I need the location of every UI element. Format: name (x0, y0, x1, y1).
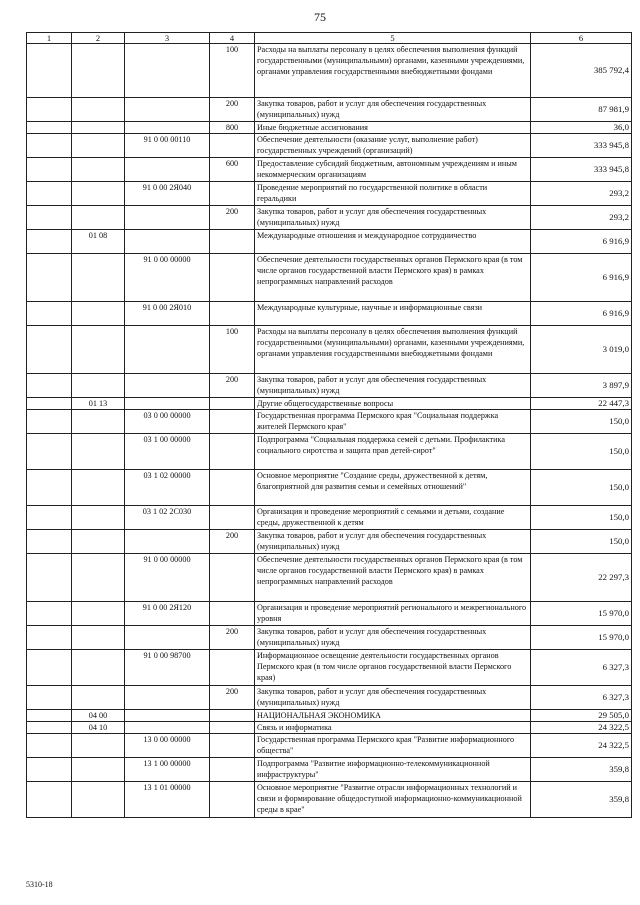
cell-name: Другие общегосударственные вопросы (255, 398, 531, 410)
cell-amount: 87 981,9 (531, 98, 632, 122)
cell-col-1 (27, 374, 72, 398)
cell-target-code (125, 158, 210, 182)
cell-col-1 (27, 302, 72, 326)
cell-expense-type: 200 (210, 374, 255, 398)
cell-col-1 (27, 44, 72, 98)
cell-col-1 (27, 506, 72, 530)
cell-section: 01 08 (72, 230, 125, 254)
cell-amount: 6 916,9 (531, 254, 632, 302)
cell-section (72, 122, 125, 134)
cell-target-code: 91 0 00 98700 (125, 650, 210, 686)
cell-col-1 (27, 410, 72, 434)
cell-section (72, 602, 125, 626)
cell-amount: 333 945,8 (531, 134, 632, 158)
cell-section (72, 506, 125, 530)
cell-amount: 3 019,0 (531, 326, 632, 374)
header-cell: 5 (255, 33, 531, 44)
cell-section (72, 326, 125, 374)
cell-amount: 24 322,5 (531, 722, 632, 734)
cell-expense-type (210, 758, 255, 782)
cell-section: 01 13 (72, 398, 125, 410)
cell-amount: 385 792,4 (531, 44, 632, 98)
cell-col-1 (27, 686, 72, 710)
cell-expense-type (210, 230, 255, 254)
cell-target-code: 03 1 02 2С030 (125, 506, 210, 530)
cell-target-code (125, 44, 210, 98)
cell-expense-type (210, 710, 255, 722)
cell-section: 04 00 (72, 710, 125, 722)
cell-col-1 (27, 734, 72, 758)
cell-target-code: 13 1 01 00000 (125, 782, 210, 818)
cell-section (72, 434, 125, 470)
cell-amount: 3 897,9 (531, 374, 632, 398)
cell-col-1 (27, 206, 72, 230)
cell-name: Подпрограмма "Развитие информационно-телекоммуникационной инфраструктуры" (255, 758, 531, 782)
cell-amount: 15 970,0 (531, 602, 632, 626)
cell-name: Основное мероприятие "Создание среды, дружественной к детям, благоприятной для развития семьи и семейных отношений" (255, 470, 531, 506)
table-row (27, 44, 632, 98)
cell-name: Подпрограмма "Социальная поддержка семей с детьми. Профилактика социального сиротства и защита прав детей-сирот" (255, 434, 531, 470)
cell-section (72, 758, 125, 782)
table-row (27, 98, 632, 122)
table-row (27, 182, 632, 206)
cell-target-code (125, 686, 210, 710)
cell-name: Проведение мероприятий по государственной политике в области геральдики (255, 182, 531, 206)
cell-target-code (125, 98, 210, 122)
cell-col-1 (27, 254, 72, 302)
cell-amount: 150,0 (531, 470, 632, 506)
header-cell: 4 (210, 33, 255, 44)
table-row (27, 782, 632, 818)
cell-target-code: 03 1 02 00000 (125, 470, 210, 506)
cell-amount: 36,0 (531, 122, 632, 134)
cell-name: Закупка товаров, работ и услуг для обеспечения государственных (муниципальных) нужд (255, 530, 531, 554)
cell-name: Связь и информатика (255, 722, 531, 734)
cell-expense-type: 100 (210, 326, 255, 374)
cell-section (72, 254, 125, 302)
cell-target-code: 91 0 00 00110 (125, 134, 210, 158)
table-row (27, 374, 632, 398)
cell-col-1 (27, 710, 72, 722)
table-row (27, 434, 632, 470)
cell-amount: 15 970,0 (531, 626, 632, 650)
cell-target-code: 13 1 00 00000 (125, 758, 210, 782)
cell-name: Обеспечение деятельности (оказание услуг, выполнение работ) государственных учреждений (организаций) (255, 134, 531, 158)
cell-name: Закупка товаров, работ и услуг для обеспечения государственных (муниципальных) нужд (255, 206, 531, 230)
table-row (27, 554, 632, 602)
cell-expense-type (210, 554, 255, 602)
cell-expense-type (210, 506, 255, 530)
cell-section (72, 134, 125, 158)
page-number: 75 (314, 10, 326, 24)
cell-amount: 22 297,3 (531, 554, 632, 602)
cell-name: Организация и проведение мероприятий регионального и межрегионального уровня (255, 602, 531, 626)
cell-name: Закупка товаров, работ и услуг для обеспечения государственных (муниципальных) нужд (255, 374, 531, 398)
cell-expense-type (210, 650, 255, 686)
cell-col-1 (27, 530, 72, 554)
table-row (27, 122, 632, 134)
cell-name: Иные бюджетные ассигнования (255, 122, 531, 134)
cell-target-code: 91 0 00 00000 (125, 254, 210, 302)
cell-col-1 (27, 122, 72, 134)
cell-expense-type: 100 (210, 44, 255, 98)
cell-amount: 22 447,3 (531, 398, 632, 410)
cell-section (72, 158, 125, 182)
cell-amount: 6 916,9 (531, 230, 632, 254)
cell-name: Международные отношения и международное сотрудничество (255, 230, 531, 254)
table-row (27, 302, 632, 326)
cell-target-code: 91 0 00 2Я010 (125, 302, 210, 326)
cell-expense-type (210, 410, 255, 434)
cell-name: Предоставление субсидий бюджетным, автономным учреждениям и иным некоммерческим организациям (255, 158, 531, 182)
cell-name: Информационное освещение деятельности государственных органов Пермского края (в том числе органов государственной власти Пермского края) (255, 650, 531, 686)
table-row (27, 650, 632, 686)
cell-col-1 (27, 722, 72, 734)
cell-section (72, 206, 125, 230)
cell-section (72, 734, 125, 758)
cell-amount: 333 945,8 (531, 158, 632, 182)
cell-section (72, 782, 125, 818)
cell-col-1 (27, 326, 72, 374)
table-row (27, 398, 632, 410)
table-row (27, 626, 632, 650)
cell-amount: 150,0 (531, 506, 632, 530)
cell-col-1 (27, 758, 72, 782)
cell-amount: 6 916,9 (531, 302, 632, 326)
table-row (27, 230, 632, 254)
cell-target-code: 91 0 00 2Я040 (125, 182, 210, 206)
cell-expense-type (210, 134, 255, 158)
cell-name: Обеспечение деятельности государственных органов Пермского края (в том числе органов государственной власти Пермского края) в рамках непрограммных направлений расходов (255, 554, 531, 602)
cell-expense-type: 200 (210, 98, 255, 122)
cell-section (72, 98, 125, 122)
cell-name: Государственная программа Пермского края "Социальная поддержка жителей Пермского края" (255, 410, 531, 434)
cell-col-1 (27, 398, 72, 410)
header-cell: 6 (531, 33, 632, 44)
cell-name: Закупка товаров, работ и услуг для обеспечения государственных (муниципальных) нужд (255, 626, 531, 650)
table-row (27, 710, 632, 722)
header-cell: 1 (27, 33, 72, 44)
cell-target-code: 03 1 00 00000 (125, 434, 210, 470)
table-row (27, 734, 632, 758)
cell-name: НАЦИОНАЛЬНАЯ ЭКОНОМИКА (255, 710, 531, 722)
table-row (27, 206, 632, 230)
cell-target-code: 91 0 00 2Я120 (125, 602, 210, 626)
cell-amount: 150,0 (531, 434, 632, 470)
cell-col-1 (27, 470, 72, 506)
table-row (27, 530, 632, 554)
cell-target-code (125, 230, 210, 254)
cell-expense-type: 200 (210, 626, 255, 650)
cell-target-code: 03 0 00 00000 (125, 410, 210, 434)
cell-amount: 24 322,5 (531, 734, 632, 758)
cell-expense-type (210, 602, 255, 626)
cell-target-code (125, 626, 210, 650)
cell-col-1 (27, 434, 72, 470)
cell-name: Закупка товаров, работ и услуг для обеспечения государственных (муниципальных) нужд (255, 98, 531, 122)
cell-name: Обеспечение деятельности государственных органов Пермского края (в том числе органов государственной власти Пермского края) в рамках непрограммных направлений расходов (255, 254, 531, 302)
cell-amount: 6 327,3 (531, 686, 632, 710)
cell-amount: 293,2 (531, 182, 632, 206)
cell-expense-type: 200 (210, 686, 255, 710)
cell-name: Международные культурные, научные и информационные связи (255, 302, 531, 326)
cell-target-code (125, 122, 210, 134)
cell-section (72, 530, 125, 554)
table-row (27, 410, 632, 434)
cell-expense-type (210, 470, 255, 506)
cell-target-code: 91 0 00 00000 (125, 554, 210, 602)
cell-expense-type (210, 734, 255, 758)
cell-expense-type: 200 (210, 206, 255, 230)
cell-target-code (125, 710, 210, 722)
cell-section (72, 554, 125, 602)
cell-target-code (125, 374, 210, 398)
cell-expense-type (210, 722, 255, 734)
table-row (27, 254, 632, 302)
cell-name: Основное мероприятие "Развитие отрасли информационных технологий и связи и формирование общедоступной информационно-коммуникационной среды в крае" (255, 782, 531, 818)
budget-table (26, 32, 632, 818)
cell-section (72, 470, 125, 506)
table-row (27, 758, 632, 782)
table-row (27, 686, 632, 710)
table-row (27, 470, 632, 506)
cell-col-1 (27, 626, 72, 650)
cell-section (72, 686, 125, 710)
cell-amount: 150,0 (531, 530, 632, 554)
cell-col-1 (27, 98, 72, 122)
table-row (27, 506, 632, 530)
cell-section (72, 182, 125, 206)
cell-target-code (125, 326, 210, 374)
table-row (27, 722, 632, 734)
document-code: 5310-18 (26, 880, 53, 889)
cell-col-1 (27, 158, 72, 182)
cell-amount: 150,0 (531, 410, 632, 434)
cell-target-code (125, 530, 210, 554)
cell-col-1 (27, 182, 72, 206)
cell-name: Государственная программа Пермского края "Развитие информационного общества" (255, 734, 531, 758)
cell-expense-type: 800 (210, 122, 255, 134)
cell-section: 04 10 (72, 722, 125, 734)
table-row (27, 134, 632, 158)
cell-section (72, 626, 125, 650)
cell-name: Закупка товаров, работ и услуг для обеспечения государственных (муниципальных) нужд (255, 686, 531, 710)
cell-target-code (125, 398, 210, 410)
cell-expense-type (210, 302, 255, 326)
header-cell: 2 (72, 33, 125, 44)
cell-col-1 (27, 650, 72, 686)
cell-expense-type (210, 398, 255, 410)
cell-expense-type: 200 (210, 530, 255, 554)
cell-section (72, 44, 125, 98)
cell-amount: 29 505,0 (531, 710, 632, 722)
cell-expense-type (210, 434, 255, 470)
cell-section (72, 650, 125, 686)
cell-section (72, 302, 125, 326)
cell-expense-type (210, 254, 255, 302)
cell-amount: 359,8 (531, 782, 632, 818)
cell-amount: 6 327,3 (531, 650, 632, 686)
cell-col-1 (27, 134, 72, 158)
cell-col-1 (27, 782, 72, 818)
cell-section (72, 410, 125, 434)
cell-name: Расходы на выплаты персоналу в целях обеспечения выполнения функций государственными (муниципальными) органами, казенными учреждениями, органами управления государственными внебюджетными фондами (255, 44, 531, 98)
cell-expense-type (210, 182, 255, 206)
cell-amount: 359,8 (531, 758, 632, 782)
cell-section (72, 374, 125, 398)
cell-name: Организация и проведение мероприятий с семьями и детьми, создание среды, дружественной к детям (255, 506, 531, 530)
table-row (27, 158, 632, 182)
cell-amount: 293,2 (531, 206, 632, 230)
cell-target-code (125, 722, 210, 734)
cell-name: Расходы на выплаты персоналу в целях обеспечения выполнения функций государственными (муниципальными) органами, казенными учреждениями, органами управления государственными внебюджетными фондами (255, 326, 531, 374)
header-cell: 3 (125, 33, 210, 44)
cell-col-1 (27, 554, 72, 602)
cell-col-1 (27, 230, 72, 254)
cell-expense-type (210, 782, 255, 818)
table-row (27, 602, 632, 626)
cell-expense-type: 600 (210, 158, 255, 182)
cell-target-code (125, 206, 210, 230)
cell-col-1 (27, 602, 72, 626)
table-row (27, 326, 632, 374)
cell-target-code: 13 0 00 00000 (125, 734, 210, 758)
header-row (27, 33, 632, 44)
